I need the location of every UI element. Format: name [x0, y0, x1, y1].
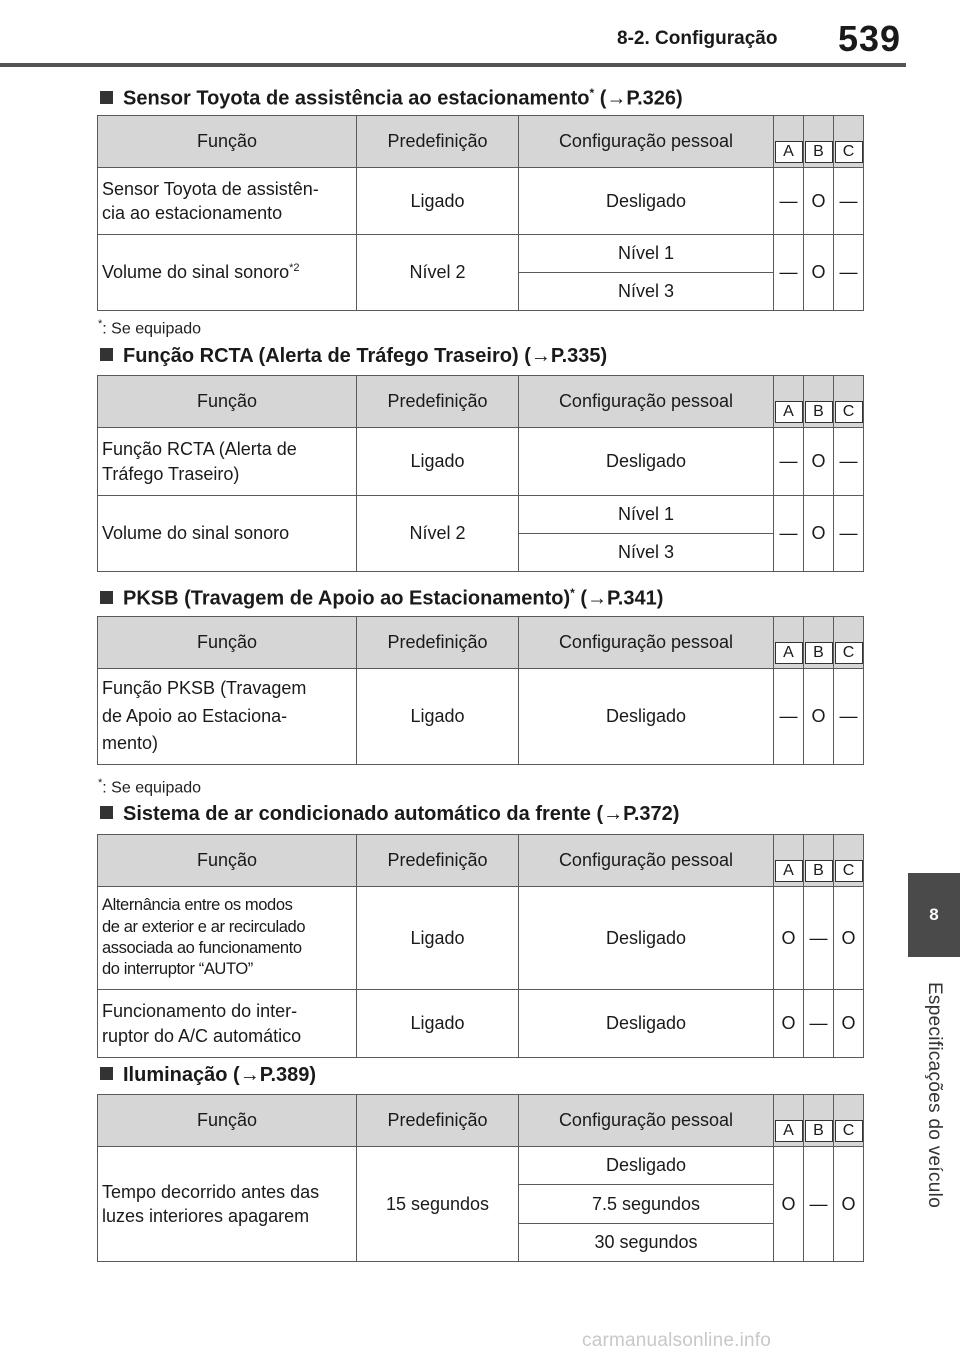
table-header-row — [98, 1095, 864, 1147]
col-function: Função — [98, 116, 357, 168]
page-number: 539 — [838, 18, 902, 59]
row-personal: Desligado — [519, 990, 774, 1058]
col-function: Função — [98, 376, 357, 428]
row-personal-option: 7.5 segundos — [519, 1185, 774, 1224]
table-row — [98, 990, 864, 1058]
row-personal-option: Nível 3 — [519, 534, 774, 572]
table-row — [98, 428, 864, 496]
row-a: O — [774, 1147, 804, 1262]
col-a — [774, 617, 804, 669]
col-b — [804, 835, 834, 887]
col-default: Predefinição — [357, 376, 519, 428]
heading-sup: * — [570, 586, 575, 600]
col-a — [774, 835, 804, 887]
col-c — [834, 376, 864, 428]
section-heading-lighting — [100, 1064, 316, 1087]
row-personal-option: Desligado — [519, 1147, 774, 1185]
row-b: O — [804, 669, 834, 765]
section-title: 8-2. Configuração — [617, 28, 778, 49]
col-default: Predefinição — [357, 617, 519, 669]
footnote-text: : Se equipado — [102, 779, 202, 797]
col-personal: Configuração pessoal — [519, 835, 774, 887]
table-row — [98, 496, 864, 534]
row-default: Ligado — [357, 887, 519, 990]
row-c: O — [834, 887, 864, 990]
row-a: — — [774, 168, 804, 235]
row-personal-option: Nível 1 — [519, 496, 774, 534]
bullet-square-icon — [100, 348, 113, 361]
table-header-row — [98, 376, 864, 428]
table-row — [98, 887, 864, 990]
col-function: Função — [98, 1095, 357, 1147]
col-a — [774, 376, 804, 428]
col-b-badge: B — [805, 860, 833, 882]
col-personal: Configuração pessoal — [519, 1095, 774, 1147]
row-default: Nível 2 — [357, 235, 519, 311]
settings-table-pksb — [97, 616, 864, 765]
table-header-row — [98, 617, 864, 669]
page-ref-link[interactable]: (→P.389) — [233, 1064, 317, 1086]
row-default: Nível 2 — [357, 496, 519, 572]
row-a: — — [774, 669, 804, 765]
section-heading-air-conditioning — [100, 803, 679, 826]
settings-table-parking-sensor — [97, 115, 864, 311]
col-function: Função — [98, 835, 357, 887]
row-personal: Desligado — [519, 887, 774, 990]
col-a — [774, 116, 804, 168]
row-function: Tempo decorrido antes das luzes interiores apagarem — [98, 1147, 357, 1262]
row-personal: Desligado — [519, 428, 774, 496]
bullet-square-icon — [100, 1067, 113, 1080]
page-ref-link[interactable]: (→P.335) — [524, 345, 608, 367]
settings-table-rcta — [97, 375, 864, 572]
row-a: — — [774, 496, 804, 572]
col-a — [774, 1095, 804, 1147]
col-b-badge: B — [805, 1120, 833, 1142]
col-c-badge: C — [835, 860, 863, 882]
col-c-badge: C — [835, 141, 863, 163]
col-c-badge: C — [835, 1120, 863, 1142]
row-a: — — [774, 428, 804, 496]
row-personal-option: Nível 1 — [519, 235, 774, 273]
header-rule — [0, 63, 906, 67]
table-row — [98, 235, 864, 273]
col-c — [834, 1095, 864, 1147]
col-c — [834, 617, 864, 669]
chapter-number: 8 — [929, 905, 939, 924]
row-b: O — [804, 496, 834, 572]
heading-text: Função RCTA (Alerta de Tráfego Traseiro) — [123, 345, 519, 367]
col-personal: Configuração pessoal — [519, 116, 774, 168]
row-function-sup: *2 — [289, 262, 300, 275]
watermark: carmanualsonline.info — [582, 1330, 772, 1351]
footnote — [98, 777, 201, 797]
row-b: — — [804, 990, 834, 1058]
table-row — [98, 669, 864, 765]
col-b — [804, 617, 834, 669]
row-a: O — [774, 990, 804, 1058]
chapter-label: Especificações do veículo — [924, 981, 945, 1209]
row-c: O — [834, 990, 864, 1058]
col-a-badge: A — [775, 642, 803, 664]
footnote-mark: * — [98, 777, 103, 789]
row-function-text: Volume do sinal sonoro — [102, 262, 290, 283]
col-b — [804, 376, 834, 428]
row-c: O — [834, 1147, 864, 1262]
footnote-text: : Se equipado — [102, 320, 202, 338]
section-heading-rcta — [100, 345, 607, 368]
col-a-badge: A — [775, 401, 803, 423]
row-b: — — [804, 1147, 834, 1262]
row-personal-option: Nível 3 — [519, 273, 774, 311]
row-function: Volume do sinal sonoro — [98, 496, 357, 572]
row-function — [98, 235, 357, 311]
table-row — [98, 168, 864, 235]
table-header-row — [98, 835, 864, 887]
col-a-badge: A — [775, 860, 803, 882]
col-a-badge: A — [775, 1120, 803, 1142]
row-c: — — [834, 669, 864, 765]
table-header-row — [98, 116, 864, 168]
row-default: Ligado — [357, 428, 519, 496]
page-ref-link[interactable]: (→P.372) — [596, 803, 680, 825]
row-function: Função PKSB (Travagem de Apoio ao Estaciona- mento) — [98, 669, 357, 765]
settings-table-lighting — [97, 1094, 864, 1262]
heading-text: Sistema de ar condicionado automático da frente — [123, 803, 591, 825]
row-c: — — [834, 168, 864, 235]
row-c: — — [834, 496, 864, 572]
row-personal: Desligado — [519, 168, 774, 235]
col-default: Predefinição — [357, 1095, 519, 1147]
col-function: Função — [98, 617, 357, 669]
row-b: O — [804, 168, 834, 235]
row-b: — — [804, 887, 834, 990]
col-c — [834, 835, 864, 887]
table-row — [98, 1147, 864, 1185]
col-b-badge: B — [805, 401, 833, 423]
col-default: Predefinição — [357, 835, 519, 887]
page-ref-link[interactable]: (→P.341) — [580, 587, 664, 610]
row-default: Ligado — [357, 669, 519, 765]
bullet-square-icon — [100, 806, 113, 819]
row-a: — — [774, 235, 804, 311]
col-personal: Configuração pessoal — [519, 617, 774, 669]
row-personal-option: 30 segundos — [519, 1224, 774, 1262]
heading-text: Sensor Toyota de assistência ao estacionamento — [123, 87, 590, 110]
row-b: O — [804, 428, 834, 496]
row-function: Alternância entre os modos de ar exterior e ar recirculado associada ao funcionamento do interruptor “AUTO” — [98, 887, 357, 990]
heading-sup: * — [589, 86, 595, 100]
row-default: Ligado — [357, 990, 519, 1058]
col-personal: Configuração pessoal — [519, 376, 774, 428]
col-b-badge: B — [805, 642, 833, 664]
chapter-tab — [908, 873, 960, 957]
col-a-badge: A — [775, 141, 803, 163]
row-c: — — [834, 235, 864, 311]
col-b — [804, 116, 834, 168]
page-ref-link[interactable]: (→P.326) — [599, 87, 683, 110]
col-b — [804, 1095, 834, 1147]
row-c: — — [834, 428, 864, 496]
footnote-mark: * — [98, 318, 103, 330]
row-function: Função RCTA (Alerta de Tráfego Traseiro) — [98, 428, 357, 496]
row-a: O — [774, 887, 804, 990]
heading-text: Iluminação — [123, 1064, 228, 1086]
row-personal: Desligado — [519, 669, 774, 765]
row-default: Ligado — [357, 168, 519, 235]
col-c — [834, 116, 864, 168]
col-c-badge: C — [835, 642, 863, 664]
col-b-badge: B — [805, 141, 833, 163]
col-c-badge: C — [835, 401, 863, 423]
section-heading-parking-sensor — [100, 86, 683, 111]
settings-table-air-conditioning — [97, 834, 864, 1058]
row-function: Funcionamento do inter- ruptor do A/C automático — [98, 990, 357, 1058]
row-function: Sensor Toyota de assistên- cia ao estacionamento — [98, 168, 357, 235]
col-default: Predefinição — [357, 116, 519, 168]
footnote — [98, 318, 201, 338]
bullet-square-icon — [100, 91, 113, 104]
section-heading-pksb — [100, 586, 663, 611]
row-b: O — [804, 235, 834, 311]
heading-text: PKSB (Travagem de Apoio ao Estacionamento) — [123, 587, 571, 610]
row-default: 15 segundos — [357, 1147, 519, 1262]
bullet-square-icon — [100, 591, 113, 604]
